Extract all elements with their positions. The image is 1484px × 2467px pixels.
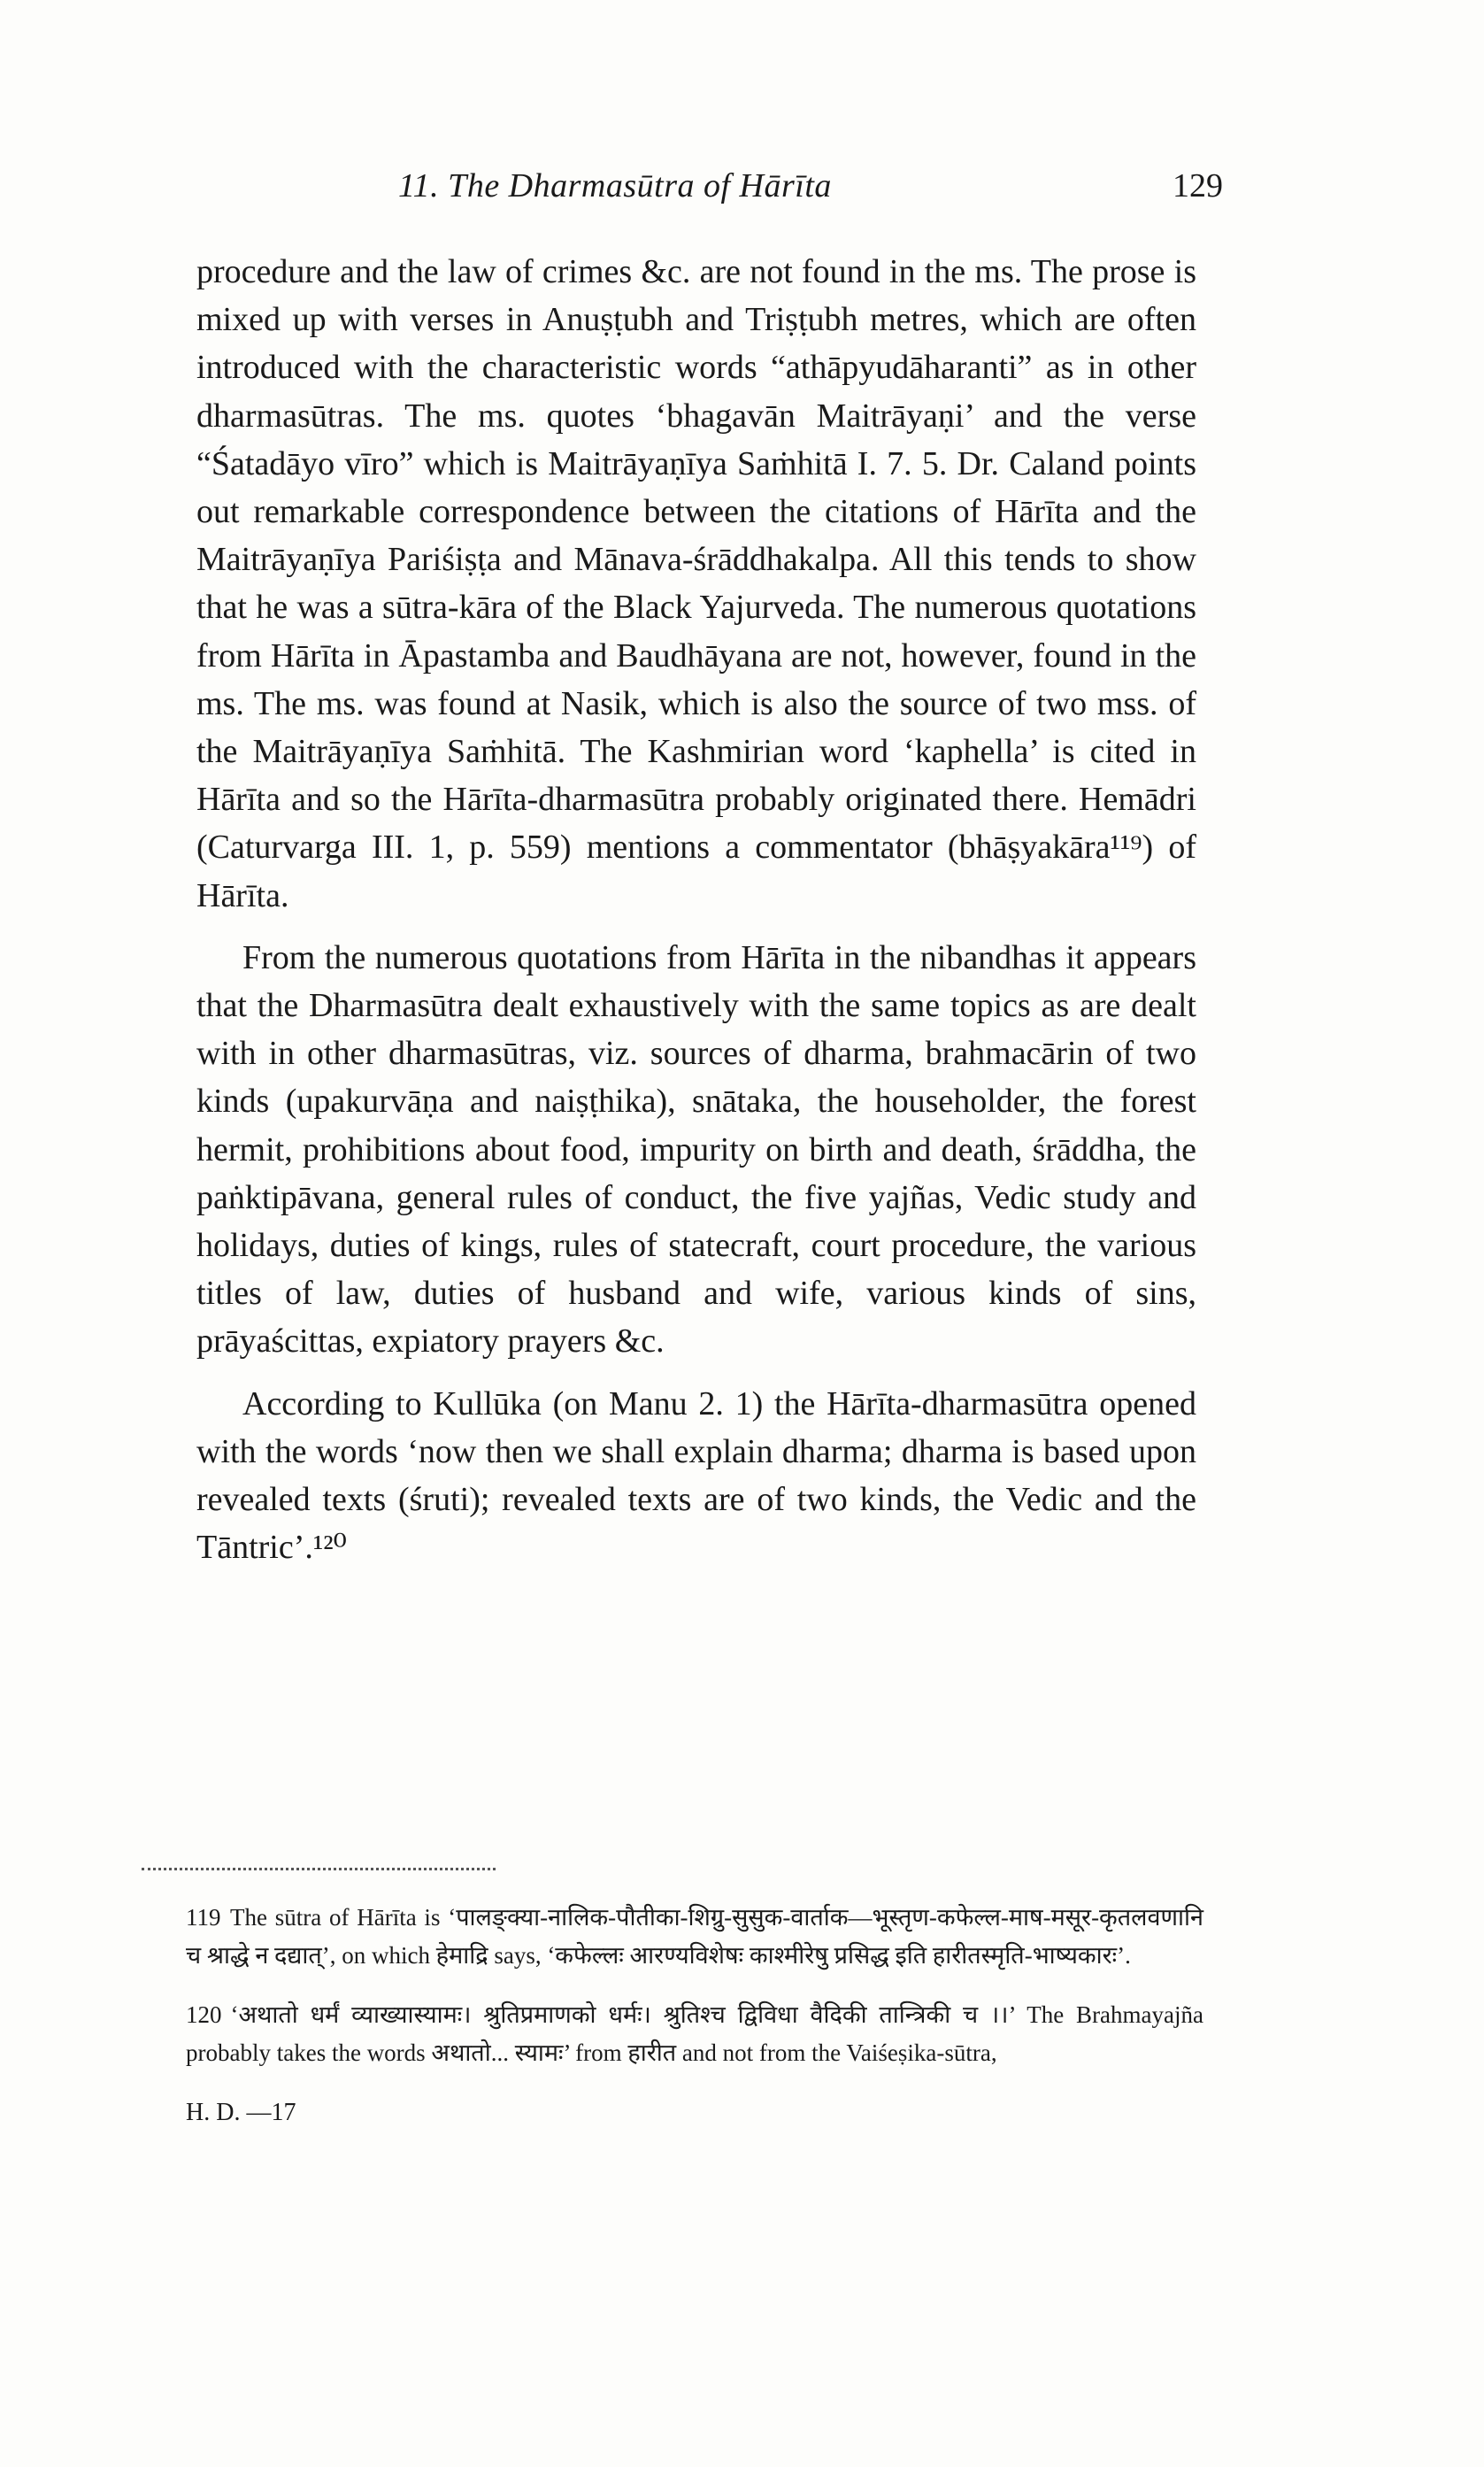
paragraph-1: procedure and the law of crimes &c. are not found in the ms. The prose is mixed up with verses in Anuṣṭubh and Triṣṭubh metres, which are often introduced with the characteristic words “athāpyudāharanti” as in other dharmasūtras. The ms. quotes ‘bhagavān Maitrāyaṇi’ and the verse “Śatadāyo vīro” which is Maitrāyaṇīya Saṁhitā I. 7. 5. Dr. Caland points out remarkable correspondence between the citations of Hārīta and the Maitrāyaṇīya Pariśiṣṭa and Mānava-śrāddhakalpa. All this tends to show that he was a sūtra-kāra of the Black Yajurveda. The numerous quotations from Hārīta in Āpastamba and Baudhāyana are not, however, found in the ms. The ms. was found at Nasik, which is also the source of two mss. of the Maitrāyaṇīya Saṁhitā. The Kashmirian word ‘kaphella’ is cited in Hārīta and so the Hārīta-dharmasūtra probably originated there. Hemādri (Caturvarga III. 1, p. 559) mentions a commentator (bhāṣyakāra¹¹⁹) of Hārīta. bbox=[196, 253, 1196, 914]
footnote-number: 119 bbox=[186, 1904, 221, 1931]
footnote-text: ‘अथातो धर्मं व्याख्यास्यामः। श्रुतिप्रमाणको धर्मः। श्रुतिश्च द्विविधा वैदिकी तान्त्रिकी च ।।’ The Brahmayajña probably takes the words अथातो... स्यामः’ from हारीत and not from the Vaiśeṣika-sūtra, bbox=[186, 2001, 1203, 2066]
running-title: 11. The Dharmasūtra of Hārīta bbox=[398, 167, 832, 204]
footnotes bbox=[186, 1899, 1203, 2132]
footnote-number: 120 bbox=[186, 2001, 222, 2028]
paragraph-3: According to Kullūka (on Manu 2. 1) the Hārīta-dharmasūtra opened with the words ‘now then we shall explain dharma; dharma is based upon revealed texts (śruti); revealed texts are of two kinds, the Vedic and the Tāntric’.¹²⁰ bbox=[196, 1384, 1196, 1567]
paragraph-2: From the numerous quotations from Hārīta in the nibandhas it appears that the Dharmasūtra dealt exhaustively with the same topics as are dealt with in other dharmasūtras, viz. sources of dharma, brahmacārin of two kinds (upakurvāṇa and naiṣṭhika), snātaka, the householder, the forest hermit, prohibitions about food, impurity on birth and death, śrāddha, the paṅktipāvana, general rules of conduct, the five yajñas, Vedic study and holidays, duties of kings, rules of statecraft, court procedure, the various titles of law, duties of husband and wife, various kinds of sins, prāyaścittas, expiatory prayers &c. bbox=[196, 938, 1196, 1361]
page-header bbox=[204, 166, 1230, 220]
footnote-divider bbox=[142, 1868, 496, 1870]
footnote-119 bbox=[186, 1899, 1203, 1975]
footnote-120 bbox=[186, 1996, 1203, 2072]
main-text bbox=[196, 248, 1196, 1571]
footnote-text: The sūtra of Hārīta is ‘पालङ्क्या-नालिक-पौतीका-शिग्रु-सुसुक-वार्ताक—भूस्तृण-कफेल्ल-माष-मसूर-कृतलवणानि च श्राद्धे न दद्यात्’, on which हेमाद्रि says, ‘कफेल्लः आरण्यविशेषः काश्मीरेषु प्रसिद्ध इति हारीतस्मृति-भाष्यकारः’. bbox=[186, 1904, 1203, 1969]
page-number: 129 bbox=[1173, 167, 1223, 204]
signature-mark: H. D. —17 bbox=[186, 2099, 296, 2126]
